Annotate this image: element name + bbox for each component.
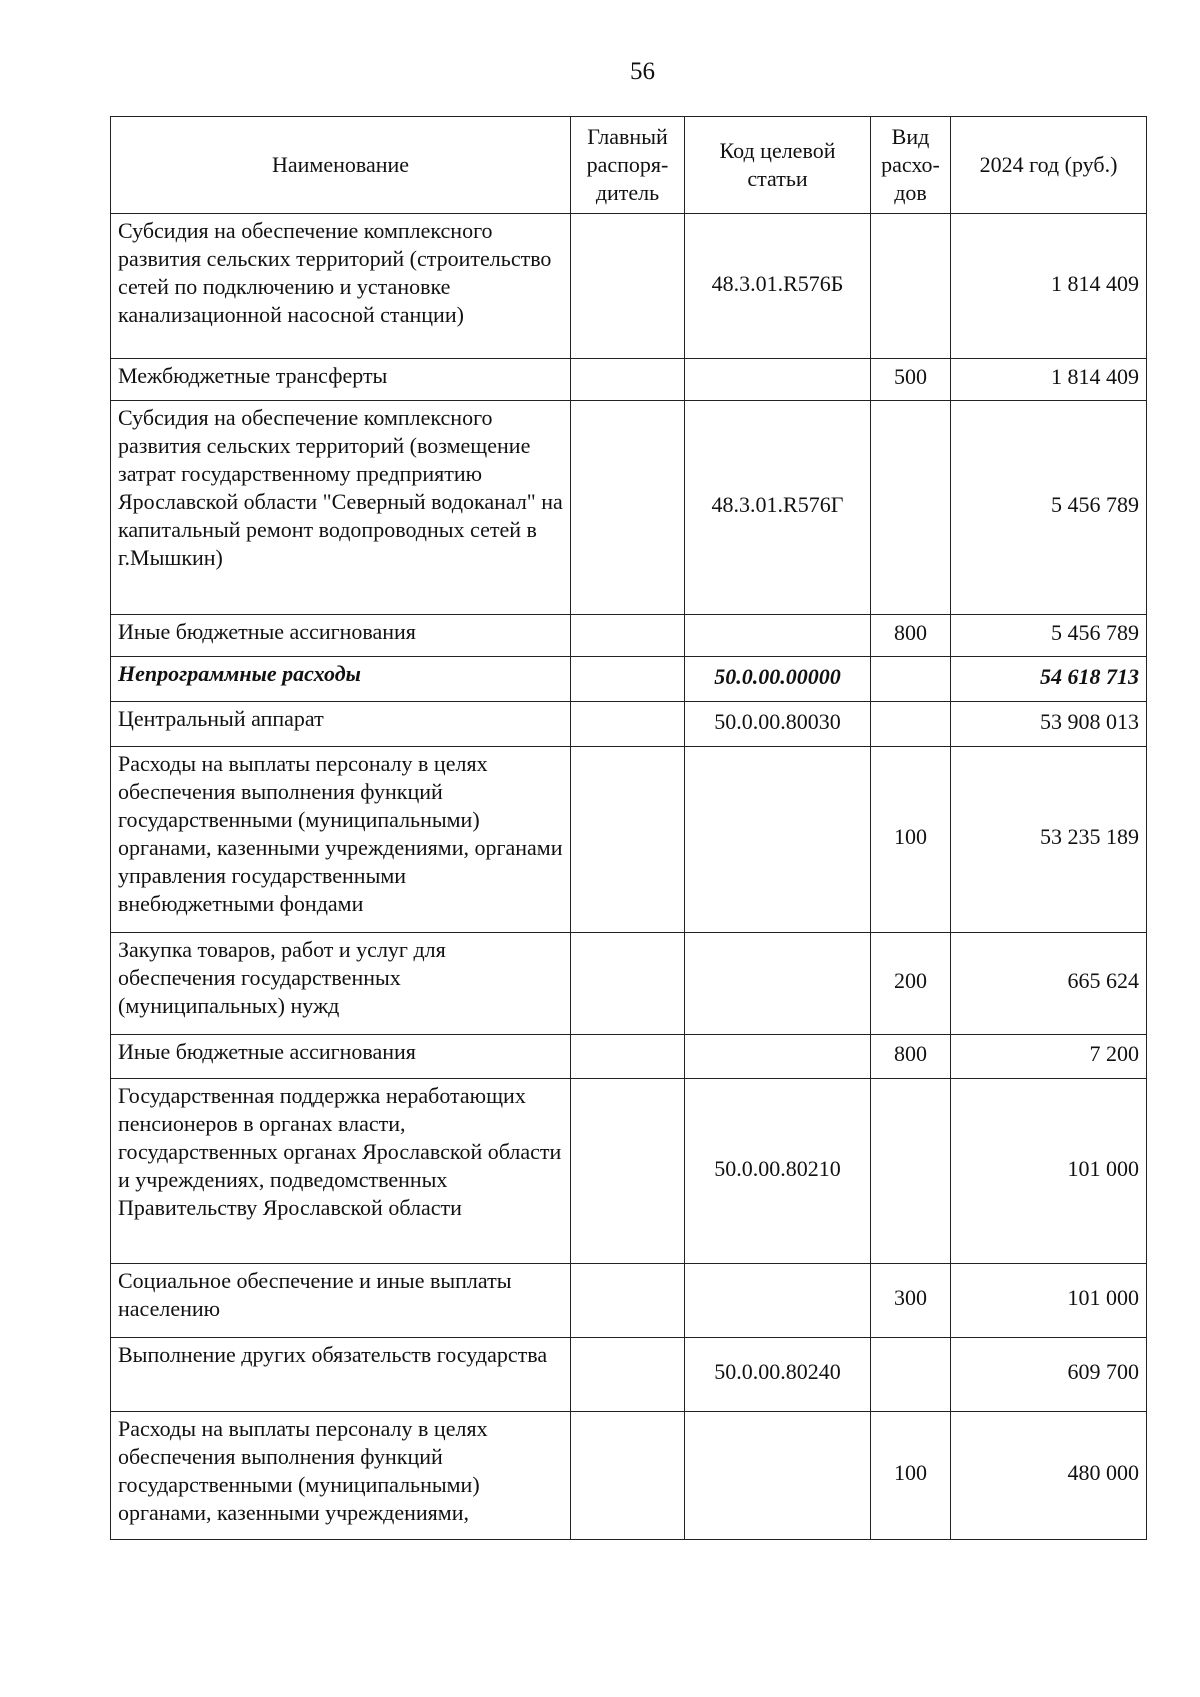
row-sum: 101 000 (951, 1078, 1147, 1263)
header-name: Наименование (111, 117, 571, 214)
row-name: Социальное обеспечение и иные выплаты населению (111, 1263, 571, 1337)
table-header (111, 117, 1147, 214)
table-row (111, 1078, 1147, 1263)
row-expense-type: 100 (871, 1411, 951, 1539)
row-sum: 5 456 789 (951, 614, 1147, 656)
row-name: Субсидия на обеспечение комплексного развития сельских территорий (возмещение затрат государственному предприятию Ярославской области "Северный водоканал" на капитальный ремонт водопроводных сетей в г.Мышкин) (111, 400, 571, 614)
row-code (685, 746, 871, 932)
header-expense-type: Вид расхо-дов (871, 117, 951, 214)
row-code (685, 358, 871, 400)
row-expense-type: 500 (871, 358, 951, 400)
row-main-manager (571, 213, 685, 358)
row-name: Центральный аппарат (111, 701, 571, 746)
row-main-manager (571, 932, 685, 1034)
row-main-manager (571, 656, 685, 701)
row-code (685, 1034, 871, 1078)
row-code: 48.3.01.R576Б (685, 213, 871, 358)
table-row (111, 400, 1147, 614)
row-expense-type: 300 (871, 1263, 951, 1337)
row-name: Закупка товаров, работ и услуг для обеспечения государственных (муниципальных) нужд (111, 932, 571, 1034)
row-code (685, 1263, 871, 1337)
row-code: 50.0.00.80240 (685, 1337, 871, 1411)
row-name: Государственная поддержка неработающих пенсионеров в органах власти, государственных органах Ярославской области и учреждениях, подведомственных Правительству Ярославской области (111, 1078, 571, 1263)
row-main-manager (571, 1034, 685, 1078)
row-sum: 7 200 (951, 1034, 1147, 1078)
row-main-manager (571, 701, 685, 746)
row-expense-type (871, 701, 951, 746)
row-name: Выполнение других обязательств государства (111, 1337, 571, 1411)
row-sum: 53 235 189 (951, 746, 1147, 932)
row-expense-type (871, 213, 951, 358)
row-name: Расходы на выплаты персоналу в целях обеспечения выполнения функций государственными (муниципальными) органами, казенными учреждениями, органами управления государственными внебюджетными фондами (111, 746, 571, 932)
table-row (111, 701, 1147, 746)
row-name: Субсидия на обеспечение комплексного развития сельских территорий (строительство сетей по подключению и установке канализационной насосной станции) (111, 213, 571, 358)
row-expense-type (871, 656, 951, 701)
row-main-manager (571, 746, 685, 932)
table-row (111, 1411, 1147, 1539)
row-code (685, 932, 871, 1034)
table-row (111, 746, 1147, 932)
row-expense-type: 800 (871, 614, 951, 656)
header-amount: 2024 год (руб.) (951, 117, 1147, 214)
table-body (111, 213, 1147, 1539)
row-sum: 480 000 (951, 1411, 1147, 1539)
row-expense-type (871, 1337, 951, 1411)
row-sum: 5 456 789 (951, 400, 1147, 614)
table-row (111, 358, 1147, 400)
row-code: 50.0.00.00000 (685, 656, 871, 701)
row-expense-type: 800 (871, 1034, 951, 1078)
budget-table (110, 116, 1147, 1540)
row-main-manager (571, 1078, 685, 1263)
table-row (111, 1034, 1147, 1078)
header-main-manager: Главный распоря-дитель (571, 117, 685, 214)
row-code (685, 1411, 871, 1539)
row-sum: 53 908 013 (951, 701, 1147, 746)
row-main-manager (571, 1411, 685, 1539)
row-expense-type (871, 1078, 951, 1263)
row-name: Межбюджетные трансферты (111, 358, 571, 400)
row-main-manager (571, 1263, 685, 1337)
row-code: 50.0.00.80210 (685, 1078, 871, 1263)
row-sum: 1 814 409 (951, 358, 1147, 400)
row-sum: 1 814 409 (951, 213, 1147, 358)
row-main-manager (571, 614, 685, 656)
row-code: 48.3.01.R576Г (685, 400, 871, 614)
row-main-manager (571, 1337, 685, 1411)
table-row (111, 213, 1147, 358)
table-row-section (111, 656, 1147, 701)
row-name: Иные бюджетные ассигнования (111, 614, 571, 656)
row-sum: 101 000 (951, 1263, 1147, 1337)
row-name: Расходы на выплаты персоналу в целях обеспечения выполнения функций государственными (муниципальными) органами, казенными учреждениями, (111, 1411, 571, 1539)
row-name: Непрограммные расходы (111, 656, 571, 701)
row-sum: 665 624 (951, 932, 1147, 1034)
table-row (111, 1337, 1147, 1411)
row-main-manager (571, 358, 685, 400)
row-code (685, 614, 871, 656)
row-expense-type (871, 400, 951, 614)
page-number: 56 (630, 58, 655, 85)
table-row (111, 614, 1147, 656)
row-expense-type: 200 (871, 932, 951, 1034)
row-name: Иные бюджетные ассигнования (111, 1034, 571, 1078)
row-sum: 54 618 713 (951, 656, 1147, 701)
row-code: 50.0.00.80030 (685, 701, 871, 746)
row-expense-type: 100 (871, 746, 951, 932)
row-sum: 609 700 (951, 1337, 1147, 1411)
row-main-manager (571, 400, 685, 614)
table-row (111, 1263, 1147, 1337)
table-row (111, 932, 1147, 1034)
header-target-code: Код целевой статьи (685, 117, 871, 214)
